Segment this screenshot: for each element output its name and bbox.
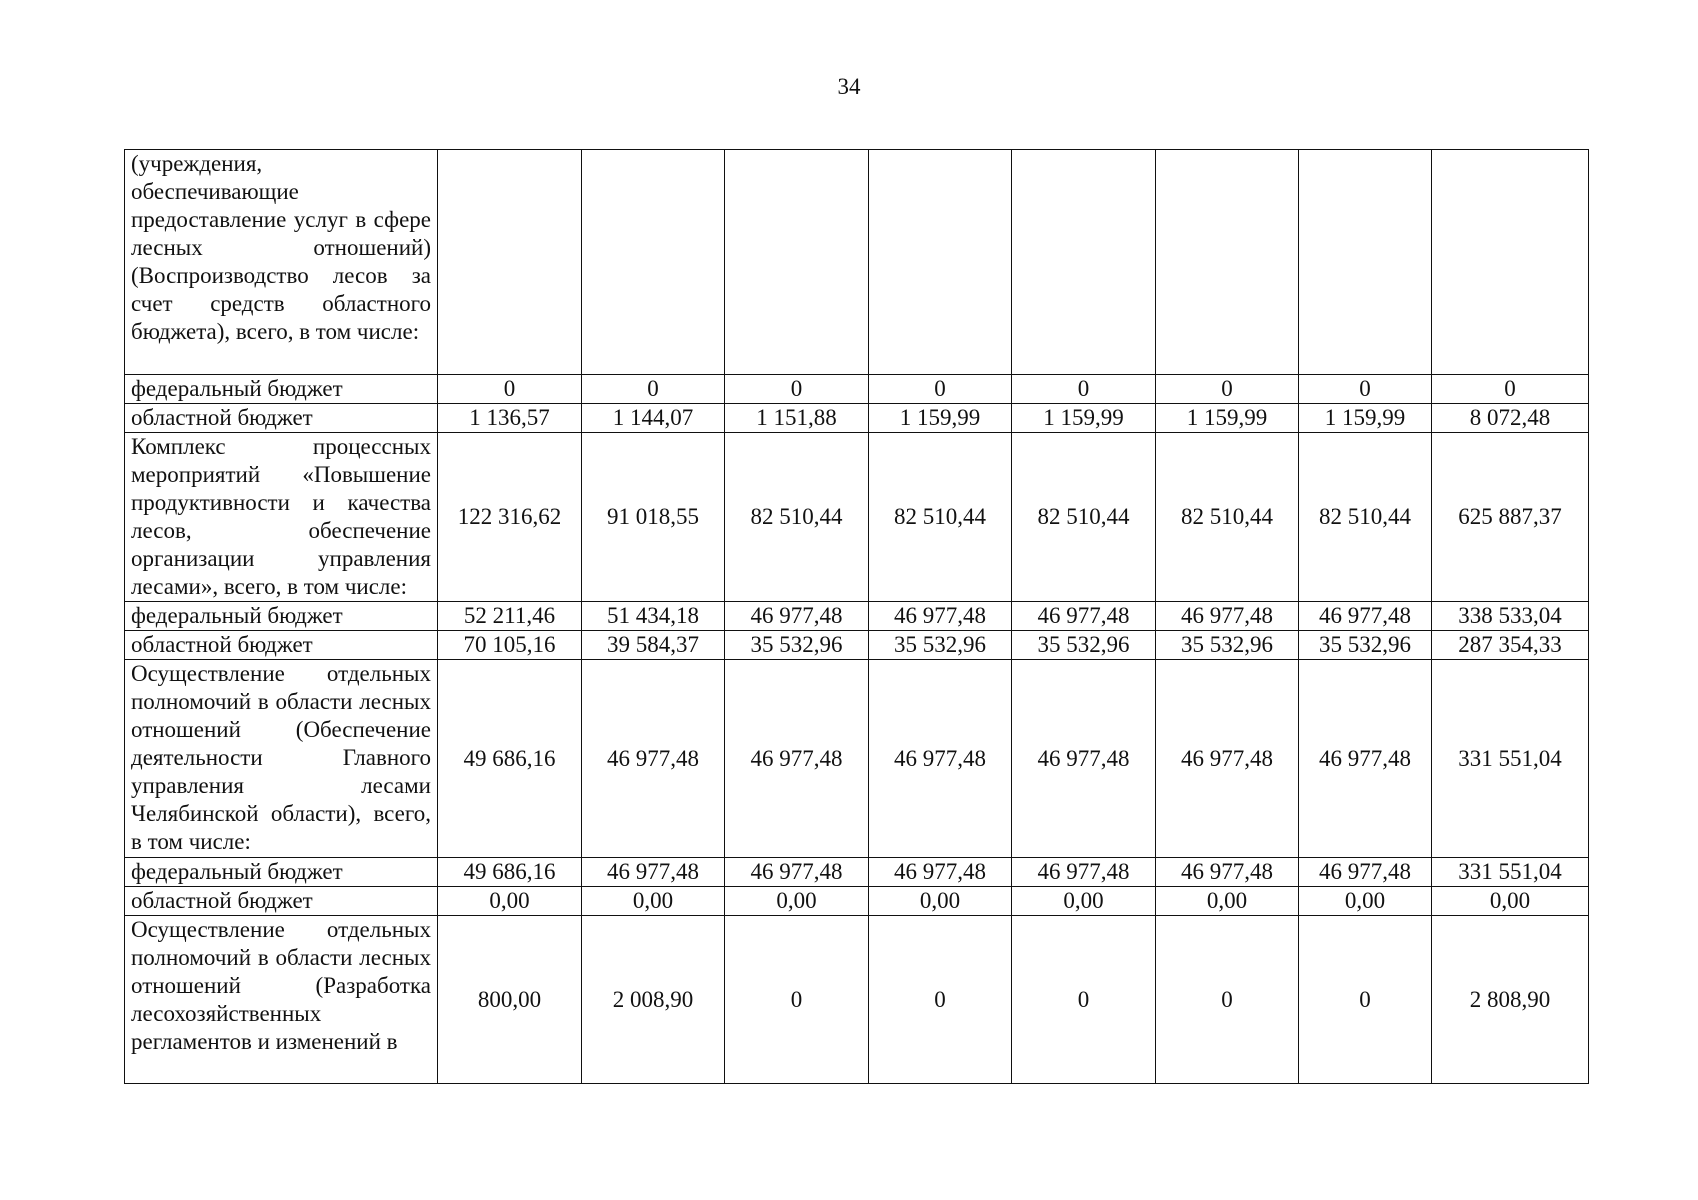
- value-cell: 46 977,48: [725, 858, 869, 887]
- value-cell: 46 977,48: [1156, 602, 1299, 631]
- value-cell: 82 510,44: [1012, 433, 1156, 602]
- value-cell: 46 977,48: [1012, 858, 1156, 887]
- value-cell: 46 977,48: [1299, 858, 1432, 887]
- value-cell: 82 510,44: [1156, 433, 1299, 602]
- value-cell: 0: [582, 375, 725, 404]
- value-cell: [1156, 150, 1299, 375]
- row-label: (учреждения, обеспечивающие предоставление услуг в сфере лесных отношений) (Воспроизводство лесов за счет средств областного бюджета), всего, в том числе:: [125, 150, 438, 375]
- row-label: областной бюджет: [125, 887, 438, 916]
- row-label: федеральный бюджет: [125, 375, 438, 404]
- value-cell: 1 159,99: [1299, 404, 1432, 433]
- value-cell: 51 434,18: [582, 602, 725, 631]
- value-cell: 70 105,16: [438, 631, 582, 660]
- row-label: областной бюджет: [125, 404, 438, 433]
- value-cell: [438, 150, 582, 375]
- value-cell: 0: [725, 375, 869, 404]
- value-cell: 1 151,88: [725, 404, 869, 433]
- value-cell: 35 532,96: [725, 631, 869, 660]
- value-cell: 82 510,44: [1299, 433, 1432, 602]
- value-cell: 46 977,48: [582, 858, 725, 887]
- total-cell: 331 551,04: [1432, 858, 1589, 887]
- value-cell: 0,00: [1156, 887, 1299, 916]
- value-cell: 1 159,99: [1156, 404, 1299, 433]
- value-cell: 0: [725, 916, 869, 1084]
- table-row: [125, 433, 1589, 602]
- value-cell: 0,00: [1012, 887, 1156, 916]
- table-row: [125, 887, 1589, 916]
- value-cell: 46 977,48: [1299, 602, 1432, 631]
- row-label: Комплекс процессных мероприятий «Повышение продуктивности и качества лесов, обеспечение организации управления лесами», всего, в том числе:: [125, 433, 438, 602]
- total-cell: 287 354,33: [1432, 631, 1589, 660]
- value-cell: 82 510,44: [869, 433, 1012, 602]
- value-cell: [1299, 150, 1432, 375]
- value-cell: 0,00: [438, 887, 582, 916]
- value-cell: 0,00: [582, 887, 725, 916]
- value-cell: 82 510,44: [725, 433, 869, 602]
- value-cell: 1 159,99: [869, 404, 1012, 433]
- value-cell: 46 977,48: [725, 660, 869, 858]
- value-cell: 1 136,57: [438, 404, 582, 433]
- total-cell: 331 551,04: [1432, 660, 1589, 858]
- value-cell: 1 144,07: [582, 404, 725, 433]
- value-cell: 2 008,90: [582, 916, 725, 1084]
- row-label: федеральный бюджет: [125, 602, 438, 631]
- value-cell: 49 686,16: [438, 858, 582, 887]
- value-cell: 46 977,48: [869, 858, 1012, 887]
- value-cell: 46 977,48: [1156, 858, 1299, 887]
- value-cell: 35 532,96: [1012, 631, 1156, 660]
- value-cell: 52 211,46: [438, 602, 582, 631]
- value-cell: 0: [1156, 375, 1299, 404]
- value-cell: 0: [1012, 375, 1156, 404]
- value-cell: 35 532,96: [1156, 631, 1299, 660]
- table-row: [125, 858, 1589, 887]
- total-cell: 0: [1432, 375, 1589, 404]
- table-row: [125, 631, 1589, 660]
- value-cell: 39 584,37: [582, 631, 725, 660]
- budget-table: [124, 149, 1589, 1084]
- value-cell: [869, 150, 1012, 375]
- value-cell: 35 532,96: [869, 631, 1012, 660]
- value-cell: 0: [869, 375, 1012, 404]
- value-cell: 0: [869, 916, 1012, 1084]
- page-number: 34: [837, 74, 861, 99]
- value-cell: 800,00: [438, 916, 582, 1084]
- value-cell: 35 532,96: [1299, 631, 1432, 660]
- value-cell: 46 977,48: [725, 602, 869, 631]
- table-row: [125, 660, 1589, 858]
- value-cell: [725, 150, 869, 375]
- value-cell: 122 316,62: [438, 433, 582, 602]
- total-cell: [1432, 150, 1589, 375]
- value-cell: 0: [1012, 916, 1156, 1084]
- row-label: областной бюджет: [125, 631, 438, 660]
- total-cell: 0,00: [1432, 887, 1589, 916]
- value-cell: 46 977,48: [1012, 602, 1156, 631]
- total-cell: 338 533,04: [1432, 602, 1589, 631]
- value-cell: 49 686,16: [438, 660, 582, 858]
- value-cell: 46 977,48: [869, 660, 1012, 858]
- table-body: [125, 150, 1589, 1084]
- row-label: Осуществление отдельных полномочий в области лесных отношений (Разработка лесохозяйственных регламентов и изменений в: [125, 916, 438, 1084]
- value-cell: 0: [1299, 916, 1432, 1084]
- total-cell: 2 808,90: [1432, 916, 1589, 1084]
- value-cell: 0,00: [725, 887, 869, 916]
- value-cell: 46 977,48: [869, 602, 1012, 631]
- value-cell: 46 977,48: [1299, 660, 1432, 858]
- value-cell: 0: [1299, 375, 1432, 404]
- total-cell: 625 887,37: [1432, 433, 1589, 602]
- table-row: [125, 150, 1589, 375]
- row-label: Осуществление отдельных полномочий в области лесных отношений (Обеспечение деятельности Главного управления лесами Челябинской области), всего, в том числе:: [125, 660, 438, 858]
- table-row: [125, 602, 1589, 631]
- value-cell: [1012, 150, 1156, 375]
- value-cell: 91 018,55: [582, 433, 725, 602]
- total-cell: 8 072,48: [1432, 404, 1589, 433]
- value-cell: 1 159,99: [1012, 404, 1156, 433]
- table-row: [125, 404, 1589, 433]
- value-cell: [582, 150, 725, 375]
- value-cell: 0: [438, 375, 582, 404]
- table-row: [125, 375, 1589, 404]
- table-row: [125, 916, 1589, 1084]
- value-cell: 0,00: [869, 887, 1012, 916]
- value-cell: 46 977,48: [1012, 660, 1156, 858]
- value-cell: 46 977,48: [1156, 660, 1299, 858]
- value-cell: 0,00: [1299, 887, 1432, 916]
- value-cell: 46 977,48: [582, 660, 725, 858]
- row-label: федеральный бюджет: [125, 858, 438, 887]
- value-cell: 0: [1156, 916, 1299, 1084]
